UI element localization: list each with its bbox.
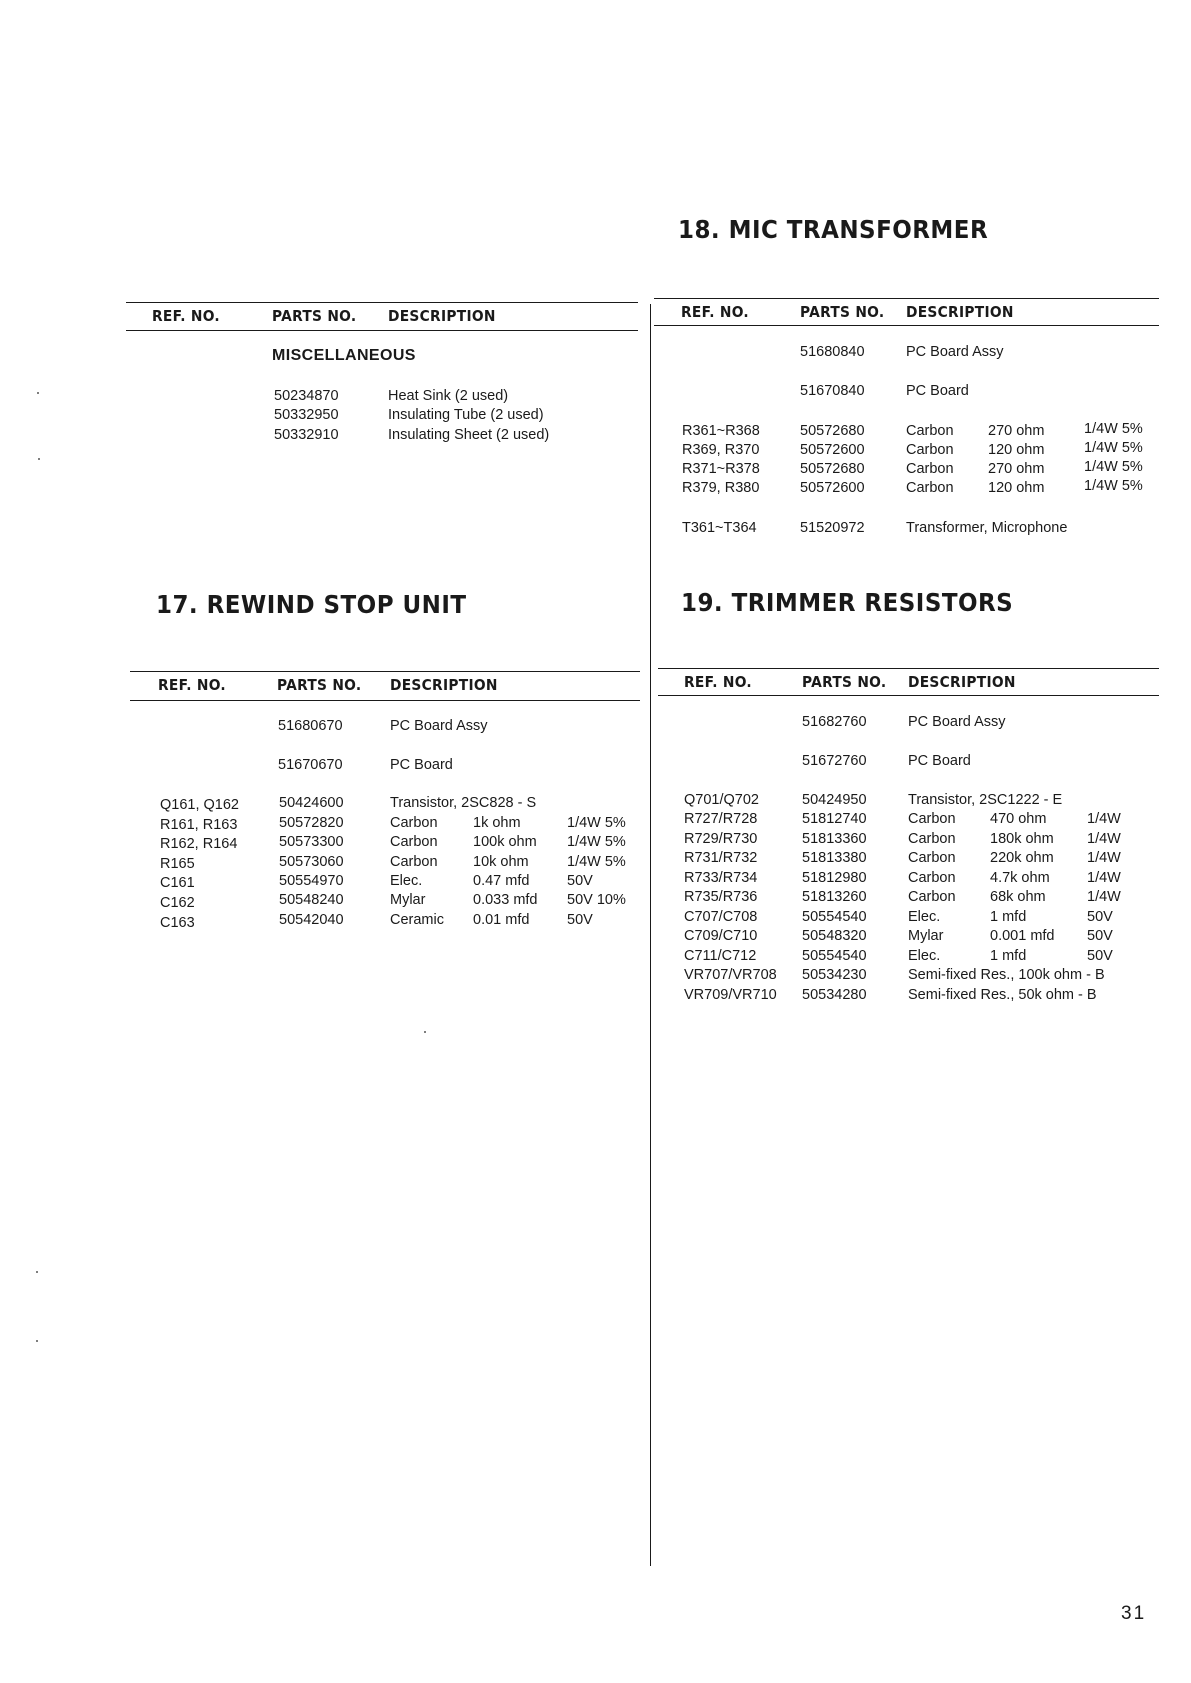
row-ref: R729/R730 — [684, 831, 758, 847]
misc-header-desc: DESCRIPTION — [388, 307, 496, 325]
row-desc: Semi-fixed Res., 100k ohm - B — [908, 967, 1105, 983]
row-ref: R735/R736 — [684, 889, 758, 905]
row-parts: 51812980 — [802, 870, 867, 886]
row-desc: Transistor, 2SC828 - S — [390, 795, 537, 811]
scan-speck — [36, 1340, 38, 1342]
row-desc: Carbon — [390, 854, 438, 870]
page-number: 31 — [1121, 1603, 1147, 1624]
rewind-assy-parts: 51680670 — [278, 718, 343, 734]
row-parts: 51520972 — [800, 520, 865, 536]
rewind-section-title: 17. REWIND STOP UNIT — [156, 590, 467, 619]
rewind-header-parts: PARTS NO. — [277, 676, 362, 694]
misc-category: MISCELLANEOUS — [272, 347, 416, 364]
mic-section-title: 18. MIC TRANSFORMER — [678, 215, 989, 244]
row-parts: 50572680 — [800, 423, 865, 439]
row-rating: 1/4W 5% — [1084, 478, 1143, 494]
row-value: 0.001 mfd — [990, 928, 1055, 944]
row-rating: 50V — [1087, 948, 1113, 964]
row-ref: Q701/Q702 — [684, 792, 759, 808]
rewind-header-bottom-rule — [130, 700, 640, 701]
row-desc: Mylar — [908, 928, 944, 944]
row-value: 100k ohm — [473, 834, 537, 850]
row-ref: R162, R164 — [160, 836, 238, 852]
misc-item-parts: 50332910 — [274, 427, 339, 443]
column-divider — [650, 304, 651, 1566]
misc-item-parts: 50234870 — [274, 388, 339, 404]
row-parts: 50542040 — [279, 912, 344, 928]
row-desc: Carbon — [908, 889, 956, 905]
scan-speck — [36, 1271, 38, 1273]
row-parts: 50573300 — [279, 834, 344, 850]
rewind-header-desc: DESCRIPTION — [390, 676, 498, 694]
trimmer-section-title: 19. TRIMMER RESISTORS — [681, 588, 1014, 617]
row-desc: Carbon — [908, 811, 956, 827]
row-rating: 1/4W — [1087, 831, 1121, 847]
mic-header-ref: REF. NO. — [681, 303, 749, 321]
misc-header-ref: REF. NO. — [152, 307, 220, 325]
row-rating: 1/4W — [1087, 889, 1121, 905]
row-desc: Elec. — [908, 909, 941, 925]
mic-board-desc: PC Board — [906, 383, 969, 399]
row-ref: R361~R368 — [682, 423, 760, 439]
row-desc: Carbon — [906, 461, 954, 477]
row-desc: Carbon — [906, 480, 954, 496]
mic-header-top-rule — [654, 298, 1159, 299]
row-ref: R731/R732 — [684, 850, 758, 866]
row-ref: C161 — [160, 875, 195, 891]
row-desc: Elec. — [908, 948, 941, 964]
row-parts: 50534280 — [802, 987, 867, 1003]
mic-header-parts: PARTS NO. — [800, 303, 885, 321]
mic-assy-parts: 51680840 — [800, 344, 865, 360]
row-value: 120 ohm — [988, 442, 1045, 458]
row-rating: 50V — [567, 873, 593, 889]
row-desc: Transistor, 2SC1222 - E — [908, 792, 1063, 808]
row-rating: 50V — [567, 912, 593, 928]
row-value: 470 ohm — [990, 811, 1047, 827]
rewind-board-desc: PC Board — [390, 757, 453, 773]
row-ref: R371~R378 — [682, 461, 760, 477]
rewind-assy-desc: PC Board Assy — [390, 718, 488, 734]
row-ref: R379, R380 — [682, 480, 760, 496]
row-ref: Q161, Q162 — [160, 797, 239, 813]
row-rating: 50V — [1087, 909, 1113, 925]
row-desc: Carbon — [906, 442, 954, 458]
row-parts: 50572820 — [279, 815, 344, 831]
row-parts: 50534230 — [802, 967, 867, 983]
trimmer-header-top-rule — [658, 668, 1159, 669]
row-ref: C163 — [160, 915, 195, 931]
row-ref: C709/C710 — [684, 928, 758, 944]
misc-header-bottom-rule — [126, 330, 638, 331]
row-rating: 1/4W 5% — [567, 815, 626, 831]
row-value: 180k ohm — [990, 831, 1054, 847]
row-value: 120 ohm — [988, 480, 1045, 496]
row-value: 0.01 mfd — [473, 912, 530, 928]
misc-item-desc: Heat Sink (2 used) — [388, 388, 509, 404]
row-ref: R165 — [160, 856, 195, 872]
row-parts: 50572600 — [800, 442, 865, 458]
row-desc: Carbon — [906, 423, 954, 439]
trimmer-assy-desc: PC Board Assy — [908, 714, 1006, 730]
row-ref: VR707/VR708 — [684, 967, 777, 983]
scan-speck — [38, 458, 40, 460]
scan-speck — [424, 1031, 426, 1033]
row-parts: 50424600 — [279, 795, 344, 811]
row-ref: R733/R734 — [684, 870, 758, 886]
row-rating: 1/4W — [1087, 811, 1121, 827]
trimmer-header-ref: REF. NO. — [684, 673, 752, 691]
row-value: 1 mfd — [990, 909, 1027, 925]
row-parts: 50572600 — [800, 480, 865, 496]
row-rating: 50V 10% — [567, 892, 626, 908]
misc-header-parts: PARTS NO. — [272, 307, 357, 325]
row-ref: R161, R163 — [160, 817, 238, 833]
row-desc: Ceramic — [390, 912, 444, 928]
trimmer-board-parts: 51672760 — [802, 753, 867, 769]
mic-header-bottom-rule — [654, 325, 1159, 326]
misc-item-desc: Insulating Tube (2 used) — [388, 407, 544, 423]
row-parts: 51812740 — [802, 811, 867, 827]
row-value: 270 ohm — [988, 423, 1045, 439]
row-rating: 1/4W 5% — [1084, 459, 1143, 475]
row-parts: 50573060 — [279, 854, 344, 870]
row-ref: T361~T364 — [682, 520, 757, 536]
row-value: 68k ohm — [990, 889, 1046, 905]
row-parts: 50554970 — [279, 873, 344, 889]
trimmer-header-desc: DESCRIPTION — [908, 673, 1016, 691]
misc-item-parts: 50332950 — [274, 407, 339, 423]
row-value: 10k ohm — [473, 854, 529, 870]
row-ref: C162 — [160, 895, 195, 911]
trimmer-board-desc: PC Board — [908, 753, 971, 769]
row-parts: 51813380 — [802, 850, 867, 866]
row-value: 0.47 mfd — [473, 873, 530, 889]
row-parts: 50548240 — [279, 892, 344, 908]
row-value: 4.7k ohm — [990, 870, 1050, 886]
row-parts: 50572680 — [800, 461, 865, 477]
row-rating: 1/4W 5% — [1084, 440, 1143, 456]
row-ref: C707/C708 — [684, 909, 758, 925]
row-ref: R369, R370 — [682, 442, 760, 458]
row-desc: Transformer, Microphone — [906, 520, 1068, 536]
row-desc: Carbon — [390, 834, 438, 850]
row-rating: 1/4W 5% — [1084, 421, 1143, 437]
trimmer-header-bottom-rule — [658, 695, 1159, 696]
row-value: 220k ohm — [990, 850, 1054, 866]
mic-assy-desc: PC Board Assy — [906, 344, 1004, 360]
row-parts: 50554540 — [802, 909, 867, 925]
row-parts: 50548320 — [802, 928, 867, 944]
scan-speck — [37, 392, 39, 394]
row-parts: 50424950 — [802, 792, 867, 808]
row-rating: 50V — [1087, 928, 1113, 944]
row-desc: Carbon — [390, 815, 438, 831]
rewind-board-parts: 51670670 — [278, 757, 343, 773]
row-ref: C711/C712 — [684, 948, 757, 964]
row-parts: 50554540 — [802, 948, 867, 964]
row-desc: Elec. — [390, 873, 423, 889]
misc-header-top-rule — [126, 302, 638, 303]
row-value: 1 mfd — [990, 948, 1027, 964]
row-parts: 51813260 — [802, 889, 867, 905]
row-rating: 1/4W — [1087, 870, 1121, 886]
trimmer-assy-parts: 51682760 — [802, 714, 867, 730]
trimmer-header-parts: PARTS NO. — [802, 673, 887, 691]
row-rating: 1/4W 5% — [567, 834, 626, 850]
mic-board-parts: 51670840 — [800, 383, 865, 399]
row-desc: Carbon — [908, 850, 956, 866]
row-rating: 1/4W 5% — [567, 854, 626, 870]
row-desc: Carbon — [908, 831, 956, 847]
row-ref: R727/R728 — [684, 811, 758, 827]
row-parts: 51813360 — [802, 831, 867, 847]
misc-item-desc: Insulating Sheet (2 used) — [388, 427, 550, 443]
row-ref: VR709/VR710 — [684, 987, 777, 1003]
rewind-header-top-rule — [130, 671, 640, 672]
row-desc: Mylar — [390, 892, 426, 908]
row-rating: 1/4W — [1087, 850, 1121, 866]
row-value: 270 ohm — [988, 461, 1045, 477]
row-desc: Carbon — [908, 870, 956, 886]
row-value: 1k ohm — [473, 815, 521, 831]
row-value: 0.033 mfd — [473, 892, 538, 908]
mic-header-desc: DESCRIPTION — [906, 303, 1014, 321]
rewind-header-ref: REF. NO. — [158, 676, 226, 694]
row-desc: Semi-fixed Res., 50k ohm - B — [908, 987, 1097, 1003]
